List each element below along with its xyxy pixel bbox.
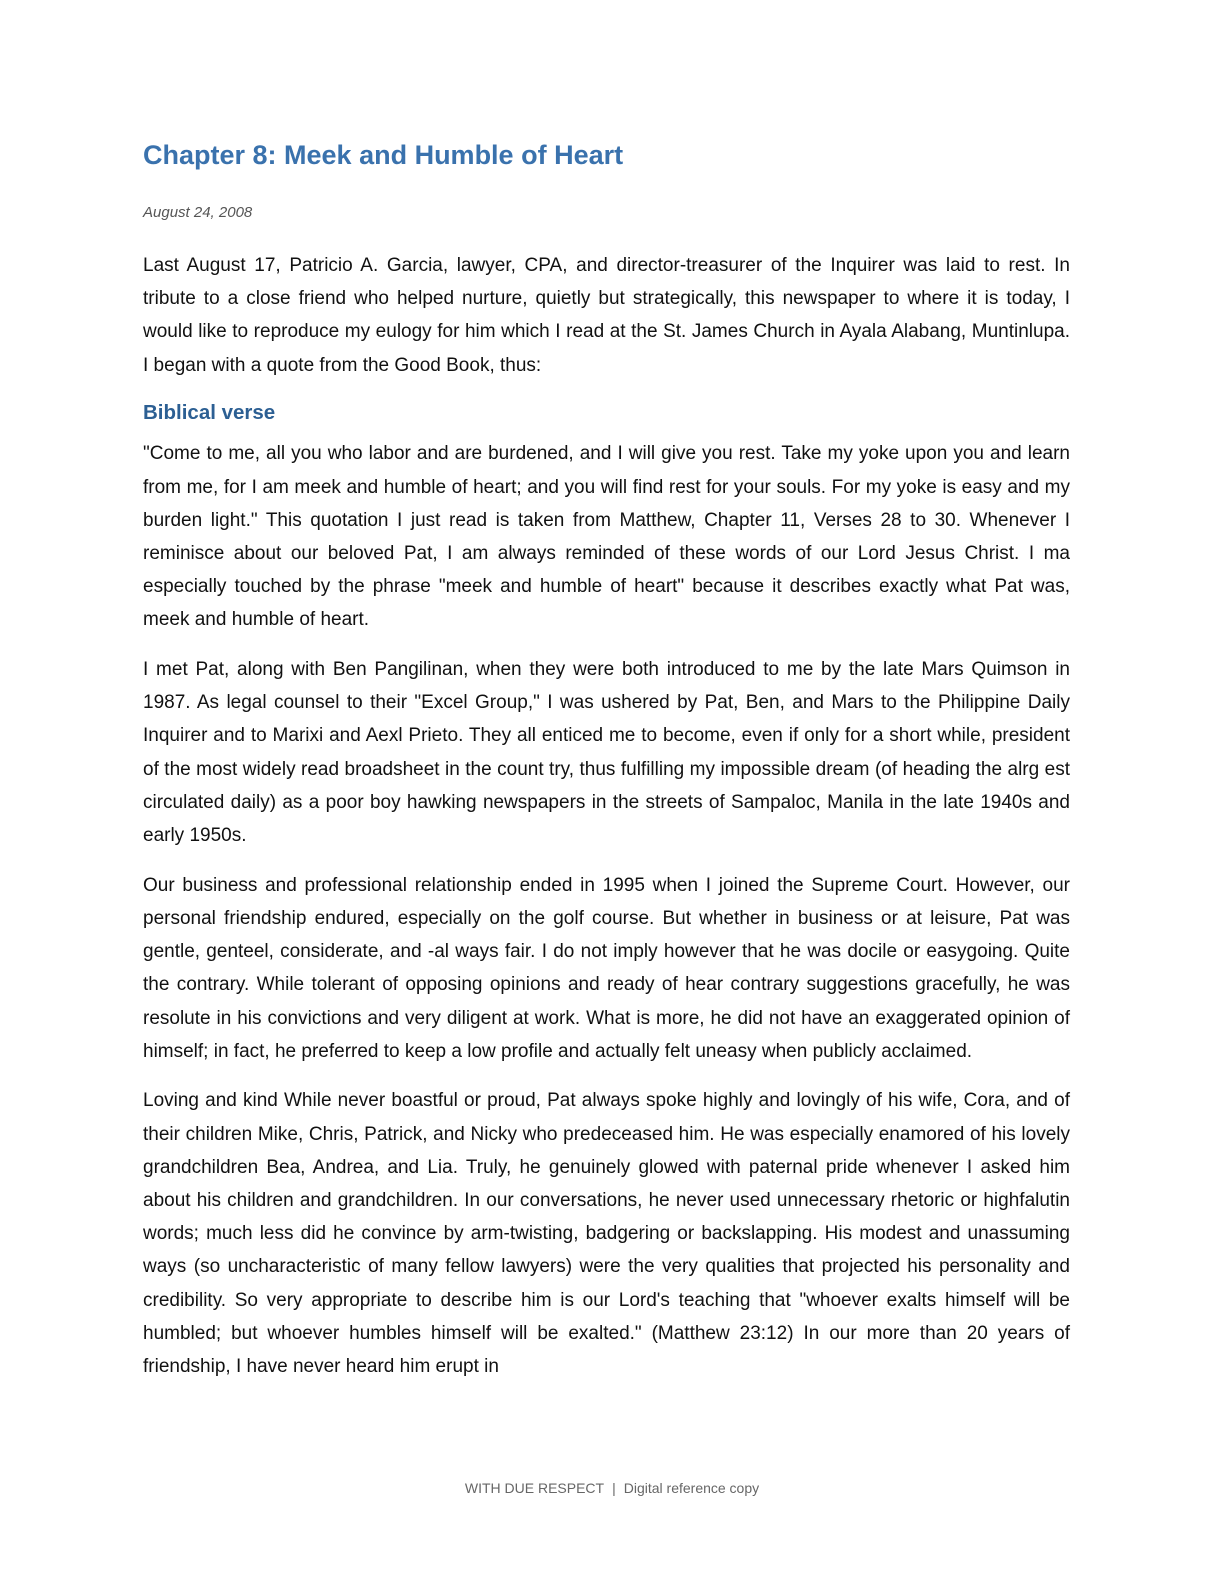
footer-separator: | bbox=[612, 1480, 616, 1496]
footer-copy-note: Digital reference copy bbox=[623, 1480, 760, 1496]
body-paragraph: Loving and kind While never boastful or proud, Pat always spoke highly and lovingly of his wife, Cora, and of their children Mike, Chris, Patrick, and Nicky who predeceased him. He was especially enamored of his lovely grandchildren Bea, Andrea, and Lia. Truly, he genuinely glowed with paternal pride whenever I asked him about his children and grandchildren. In our conversations, he never used unnecessary rhetoric or highfalutin words; much less did he convince by arm-twisting, badgering or backslapping. His modest and unassuming ways (so uncharacteristic of many fellow lawyers) were the very qualities that projected his personality and credibility. So very appropriate to describe him is our Lord's teaching that "whoever exalts himself will be humbled; but whoever humbles himself will be exalted." (Matthew 23:12) In our more than 20 years of friendship, I have never heard him erupt in bbox=[143, 1090, 1070, 1378]
footer-book-title: WITH DUE RESPECT bbox=[464, 1480, 605, 1496]
article-body bbox=[143, 249, 1070, 1400]
chapter-title: Chapter 8: Meek and Humble of Heart bbox=[143, 140, 624, 170]
publication-date: August 24, 2008 bbox=[143, 204, 253, 221]
body-paragraph: "Come to me, all you who labor and are burdened, and I will give you rest. Take my yoke upon you and learn from me, for I am meek and humble of heart; and you will find rest for your souls. For my yoke is easy and my burden light." This quotation I just read is taken from Matthew, Chapter 11, Verses 28 to 30. Whenever I reminisce about our beloved Pat, I am always reminded of these words of our Lord Jesus Christ. I ma especially touched by the phrase "meek and humble of heart" because it describes exactly what Pat was, meek and humble of heart. bbox=[143, 443, 1070, 631]
intro-paragraph: Last August 17, Patricio A. Garcia, lawyer, CPA, and director-treasurer of the Inquirer was laid to rest. In tribute to a close friend who helped nurture, quietly but strategically, this newspaper to where it is today, I would like to reproduce my eulogy for him which I read at the St. James Church in Ayala Alabang, Muntinlupa. I began with a quote from the Good Book, thus: bbox=[143, 255, 1070, 376]
page-footer bbox=[0, 1480, 1224, 1496]
body-paragraph: I met Pat, along with Ben Pangilinan, when they were both introduced to me by the late Mars Quimson in 1987. As legal counsel to their "Excel Group," I was ushered by Pat, Ben, and Mars to the Philippine Daily Inquirer and to Marixi and Aexl Prieto. They all enticed me to become, even if only for a short while, president of the most widely read broadsheet in the count try, thus fulfilling my impossible dream (of heading the alrg est circulated daily) as a poor boy hawking newspapers in the streets of Sampaloc, Manila in the late 1940s and early 1950s. bbox=[143, 659, 1070, 847]
body-paragraph: Our business and professional relationship ended in 1995 when I joined the Supreme Court. However, our personal friendship endured, especially on the golf course. But whether in business or at leisure, Pat was gentle, genteel, considerate, and -al ways fair. I do not imply however that he was docile or easygoing. Quite the contrary. While tolerant of opposing opinions and ready of hear contrary suggestions gracefully, he was resolute in his convictions and very diligent at work. What is more, he did not have an exaggerated opinion of himself; in fact, he preferred to keep a low profile and actually felt uneasy when publicly acclaimed. bbox=[143, 874, 1070, 1062]
section-heading-biblical-verse: Biblical verse bbox=[143, 401, 276, 425]
